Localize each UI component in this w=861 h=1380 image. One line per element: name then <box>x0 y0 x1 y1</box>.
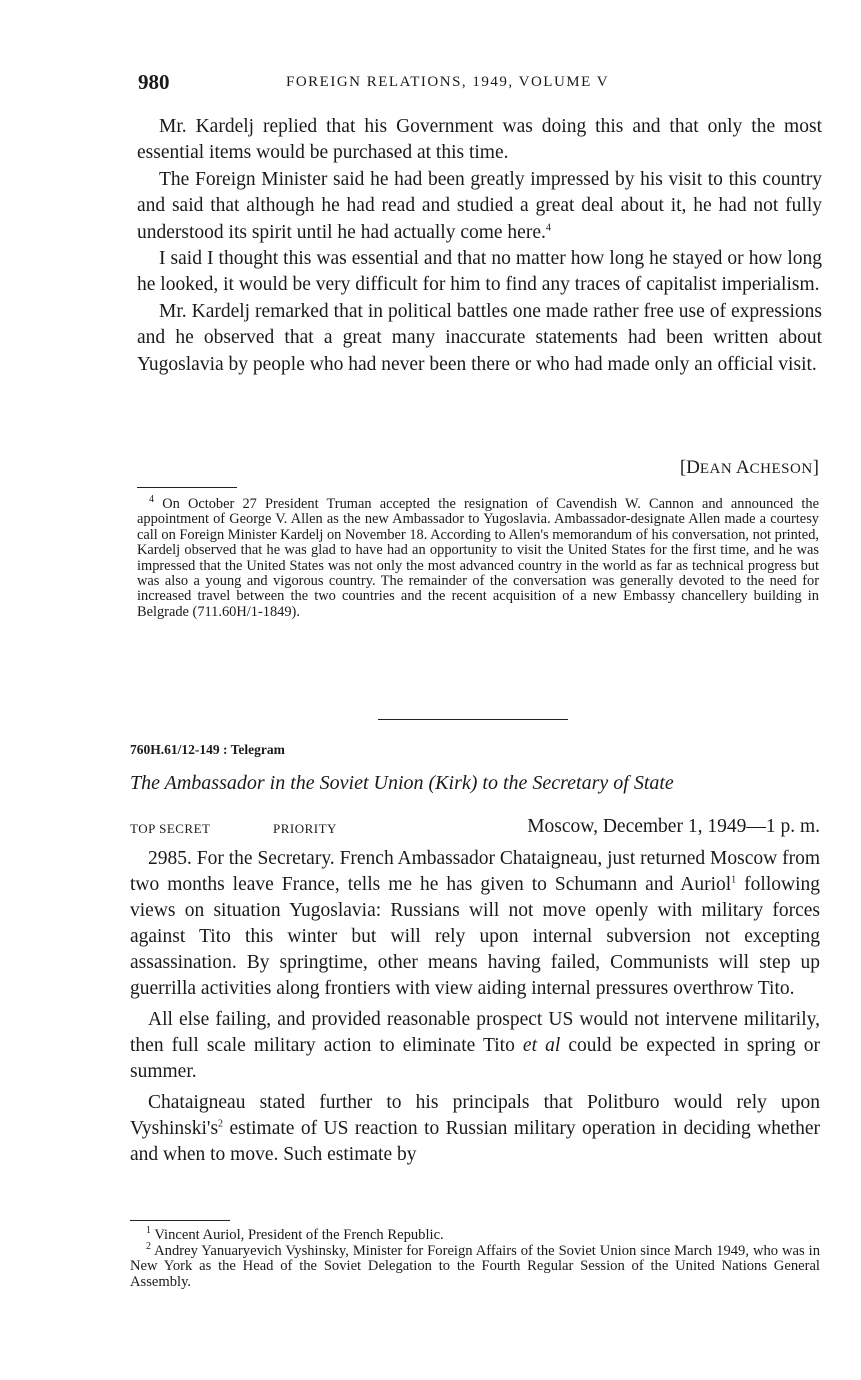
page-number: 980 <box>138 70 170 94</box>
footnote-ref: 4 <box>545 222 551 234</box>
page-header <box>138 70 818 98</box>
footnote-divider <box>137 487 237 488</box>
section-divider <box>378 719 568 720</box>
top-section <box>137 114 822 378</box>
footnote-marker: 4 <box>149 494 154 506</box>
running-title: FOREIGN RELATIONS, 1949, VOLUME V <box>286 74 610 90</box>
priority: PRIORITY <box>273 821 337 836</box>
paragraph: All else failing, and provided reasonable prospect US would not intervene militarily, then full scale military action to eliminate Tito et al could be expected in spring or summer. <box>130 1009 820 1082</box>
footnotes <box>130 1225 820 1290</box>
classification: TOP SECRET <box>130 821 211 836</box>
paragraph: I said I thought this was essential and that no matter how long he stayed or how long he looked, it would be very difficult for him to find any traces of capitalist imperialism. <box>137 248 822 296</box>
footnote-divider <box>130 1220 230 1221</box>
document-title: The Ambassador in the Soviet Union (Kirk) to the Secretary of State <box>130 772 674 794</box>
footnote: $^2$ Andrey Yanuaryevich Vyshinsky, Minister for Foreign Affairs of the Soviet Union since March 1949, who was in New York as the Head of the Soviet Delegation to the Fourth Regular Session of the United Nations General Assembly. <box>130 1240 820 1290</box>
paragraph: The Foreign Minister said he had been greatly impressed by his visit to this country and said that although he had read and studied a great deal about it, he had not fully understood its spirit until he had actually come here.$^4$ <box>137 168 822 243</box>
footnote: $^4$ On October 27 President Truman accepted the resignation of Cavendish W. Cannon and announced the appointment of George V. Allen as the new Ambassador to Yugoslavia. Ambassador-designate Allen made a courtesy call on Foreign Minister Kardelj on November 18. According to Allen's memorandum of his conversation, not printed, Kardelj observed that he was glad to have had an opportunity to visit the United States for the first time, and he was impressed that the United States was not only the most advanced country in the world as far as technical progress but was also a young and vigorous country. The remainder of the conversation was generally devoted to the need for increased travel between the two countries and the recent acquisition of a new Embassy chancellery building in Belgrade (711.60H/1-1849). <box>137 494 819 620</box>
footnote-ref: 1 <box>731 874 737 886</box>
italic-phrase: et al <box>522 1035 561 1056</box>
paragraph: Mr. Kardelj replied that his Government was doing this and that only the most essential items would be purchased at this time. <box>137 116 822 164</box>
telegram-body <box>130 846 820 1168</box>
signature: [DEAN ACHESON] <box>679 457 819 478</box>
paragraph: Mr. Kardelj remarked that in political battles one made rather free use of expressions and he observed that a great many inaccurate statements had been written about Yugoslavia by people who had never been there or who had made only an official visit. <box>137 300 822 375</box>
paragraph: Chataigneau stated further to his principals that Politburo would rely upon $Vyshinski's^2$ estimate of US reaction to Russian military operation in deciding whether and when to move. Such estimate by <box>130 1092 821 1165</box>
place-date: Moscow, December 1, 1949—1 p. m. <box>527 816 820 837</box>
document-meta <box>130 816 820 845</box>
footnote: $^1$ Vincent Auriol, President of the French Republic. <box>146 1225 444 1243</box>
paragraph: 2985. For the Secretary. French Ambassador Chataigneau, just returned Moscow from two months leave France, tells me he has given to Schumann and Auriol$^1$ following views on situation Yugoslavia: Russians will not move openly with military forces against Tito this winter but will rely upon internal subversion not excepting assassination. By springtime, other means having failed, Communists will step up guerrilla activities along frontiers with view aiding internal pressures overthrow Tito. <box>130 848 821 999</box>
document-id: 760H.61/12-149 : Telegram <box>130 742 285 757</box>
footnote-ref: 2 <box>218 1118 224 1130</box>
